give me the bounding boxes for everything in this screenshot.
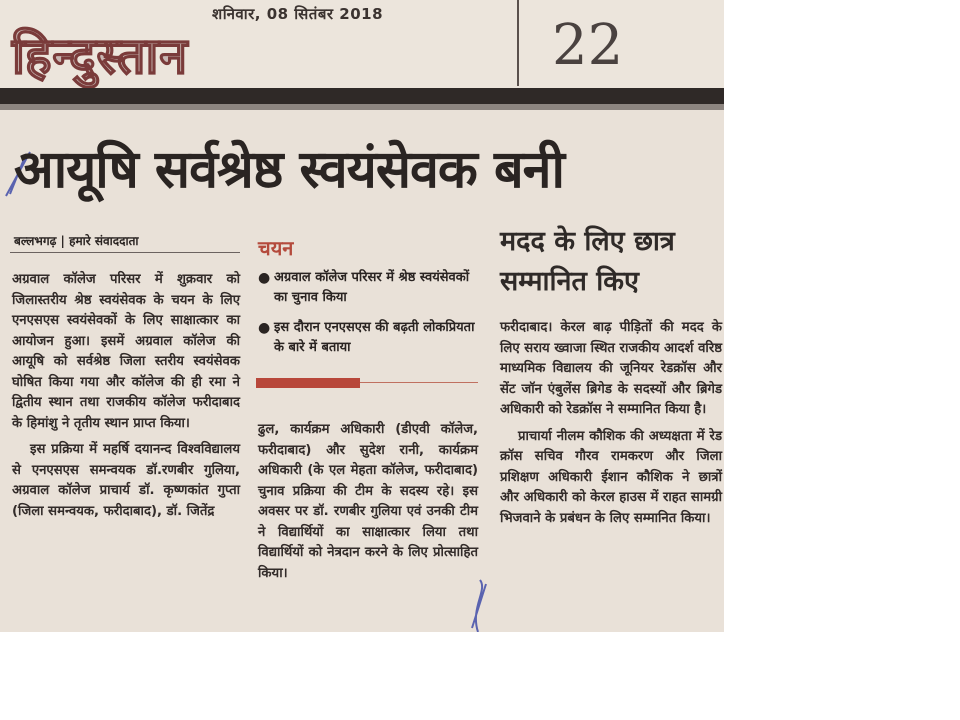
- dateline: फरीदाबाद।: [500, 320, 553, 335]
- header-band: [0, 88, 724, 104]
- second-article-headline: मदद के लिए छात्र सम्मानित किए: [500, 226, 675, 297]
- bullet-text: अग्रवाल कॉलेज परिसर में श्रेष्ठ स्वयंसेवकों का चुनाव किया: [274, 270, 470, 305]
- second-article-body: [500, 318, 722, 529]
- newspaper-masthead: हिन्दुस्तान: [12, 26, 189, 85]
- article-column-2: [258, 420, 478, 586]
- sidebar-title: चयन: [258, 236, 294, 260]
- article-paragraph: अग्रवाल कॉलेज परिसर में शुक्रवार को जिलास्तरीय श्रेष्ठ स्वयंसेवक के चयन के लिए एनएसएस स्वयंसेवकों के लिए साक्षात्कार का आयोजन हुआ। इसमें अग्रवाल कॉलेज की आयूषि को सर्वश्रेष्ठ जिला स्तरीय स्वयंसेवक घोषित किया गया और कॉलेज की ही रमा ने द्वितीय स्थान तथा राजकीय कॉलेज फरीदाबाद के हिमांशु ने तृतीय स्थान प्राप्त किया।: [12, 272, 240, 431]
- bullet-text: इस दौरान एनएसएस की बढ़ती लोकप्रियता के बारे में बताया: [274, 320, 475, 355]
- article-column-1: [12, 270, 240, 522]
- paragraph-text: केरल बाढ़ पीड़ितों की मदद के लिए सराय ख्वाजा स्थित राजकीय आदर्श वरिष्ठ माध्यमिक विद्यालय की जूनियर रेडक्रॉस और सेंट जॉन एंबुलेंस ब्रिगेड के सदस्यों और ब्रिगेड अधिकारी को रेडक्रॉस ने सम्मानित किया है।: [500, 320, 722, 417]
- sidebar-bullet-item: [258, 318, 478, 358]
- issue-date: शनिवार, 08 सितंबर 2018: [212, 5, 384, 23]
- sidebar-accent-bar: [256, 378, 360, 388]
- page-number: 22: [552, 13, 624, 78]
- bullet-icon: ●: [258, 320, 271, 336]
- article-paragraph: इस प्रक्रिया में महर्षि दयानन्द विश्वविद्यालय से एनएसएस समन्वयक डॉ.रणबीर गुलिया, अग्रवाल कॉलेज प्राचार्य डॉ. कृष्णकांत गुप्ता (जिला समन्वयक, फरीदाबाद), डॉ. जितेंद्र: [12, 442, 240, 519]
- article-paragraph: प्राचार्या नीलम कौशिक की अध्यक्षता में रेड क्रॉस सचिव गौरव रामकरण और जिला प्रशिक्षण अधिकारी ईशान कौशिक ने छात्रों और अधिकारी को केरल हाउस में राहत सामग्री भिजवाने के प्रबंधन के लिए सम्मानित किया।: [500, 428, 722, 526]
- sidebar-bullets: [258, 268, 478, 368]
- header-band-shadow: [0, 104, 724, 110]
- article-paragraph: ढुल, कार्यक्रम अधिकारी (डीएवी कॉलेज, फरीदाबाद) और सुदेश रानी, कार्यक्रम अधिकारी (के एल मेहता कॉलेज, फरीदाबाद) चुनाव प्रक्रिया की टीम के सदस्य रहे। इस अवसर पर डॉ. रणबीर गुलिया एवं उनकी टीम ने विद्यार्थियों का साक्षात्कार लिया तथा विद्यार्थियों को नेत्रदान करने के लिए प्रोत्साहित किया।: [258, 422, 478, 581]
- sidebar-bullet-item: [258, 268, 478, 308]
- article-byline: बल्लभगढ़ | हमारे संवाददाता: [14, 234, 139, 248]
- sidebar-accent-rule: [360, 382, 478, 383]
- masthead-strip: [0, 0, 724, 88]
- masthead-divider: [517, 0, 519, 86]
- bullet-icon: ●: [258, 270, 271, 286]
- byline-rule: [10, 252, 240, 253]
- article-paragraph: [500, 318, 722, 421]
- pen-mark-icon: [458, 578, 498, 632]
- article-headline: आयूषि सर्वश्रेष्ठ स्वयंसेवक बनी: [14, 140, 564, 200]
